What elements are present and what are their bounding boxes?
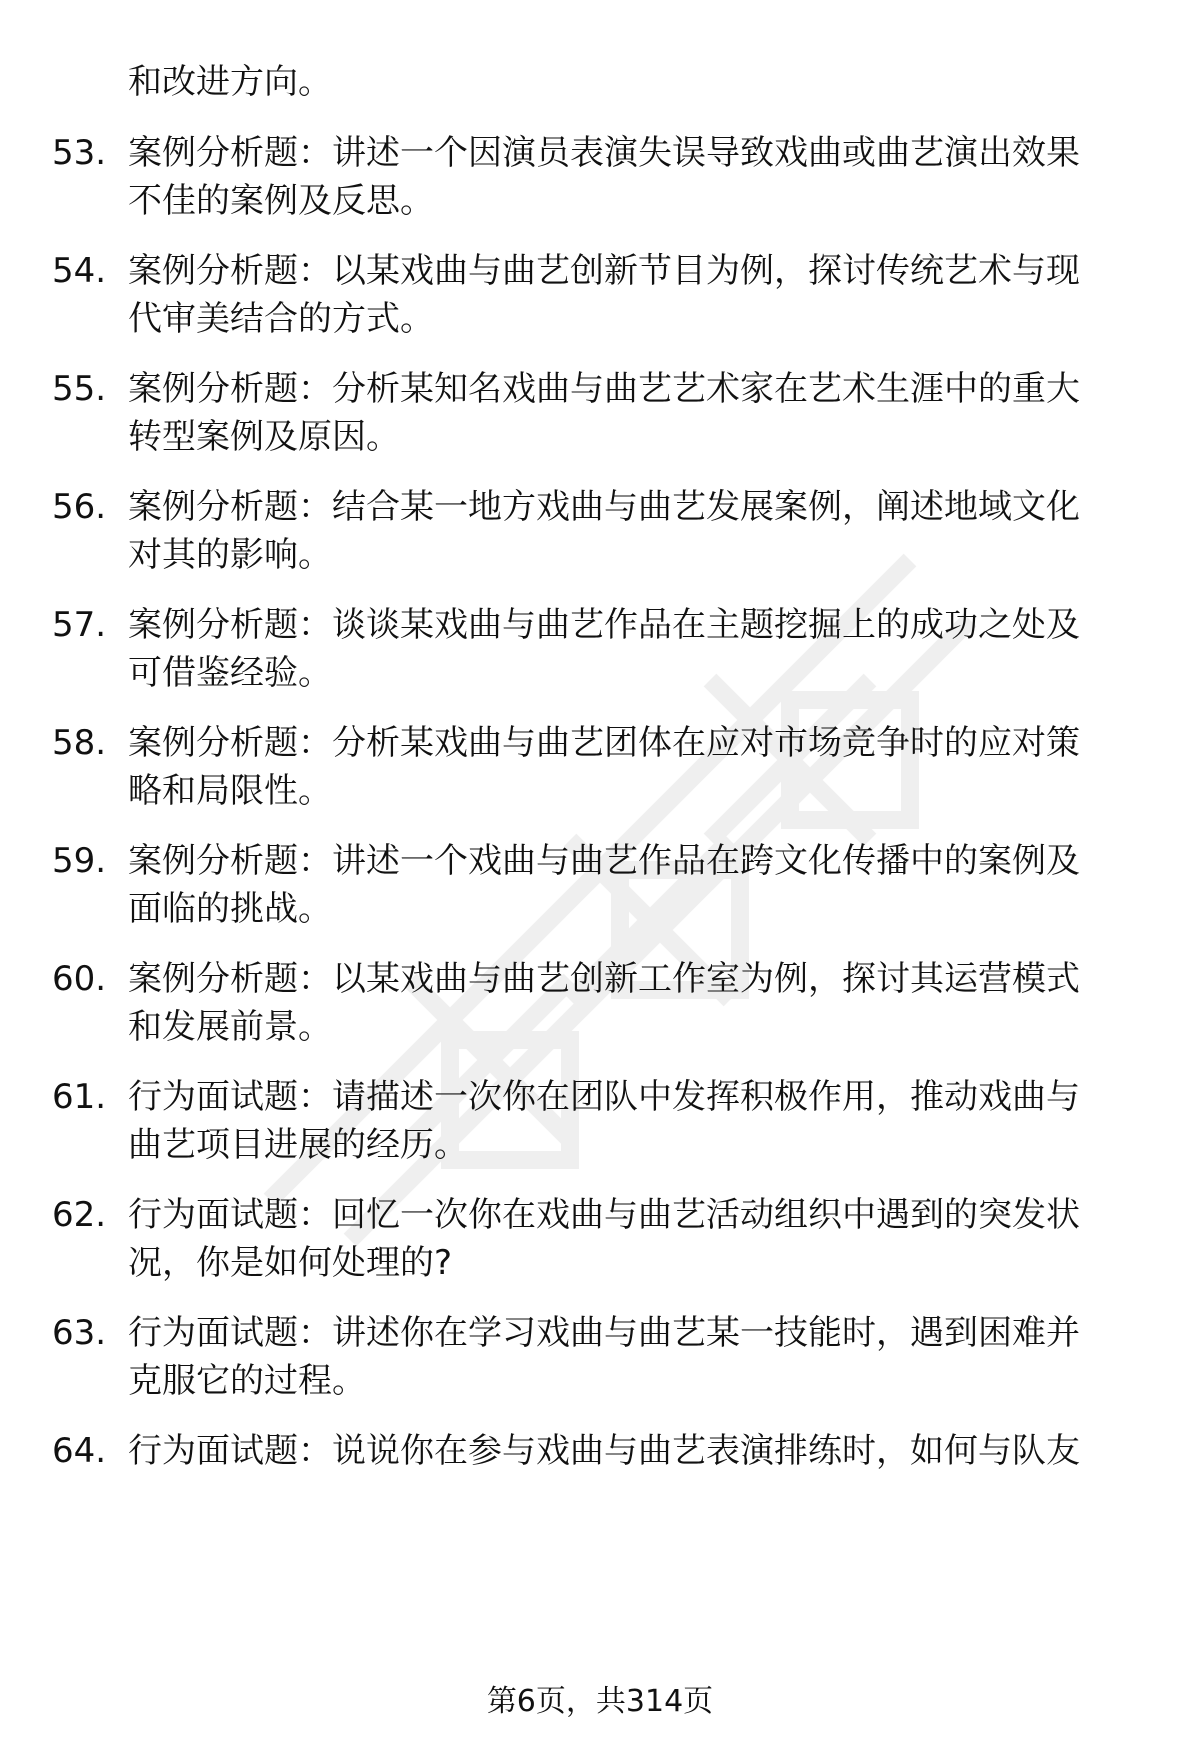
question-number: 61. [52,1077,107,1117]
question-line: 可借鉴经验。 [128,653,332,693]
question-number: 58. [52,723,107,763]
question-line: 行为面试题：回忆一次你在戏曲与曲艺活动组织中遇到的突发状 [128,1195,1080,1235]
question-line: 对其的影响。 [128,535,332,575]
continuation-text: 和改进方向。 [128,62,332,102]
question-line: 行为面试题：请描述一次你在团队中发挥积极作用，推动戏曲与 [128,1077,1080,1117]
question-number: 63. [52,1313,107,1353]
page-footer: 第6页，共314页 [486,1684,714,1719]
question-line: 案例分析题：以某戏曲与曲艺创新工作室为例，探讨其运营模式 [128,959,1080,999]
question-text [128,1191,1138,1287]
question-line: 代审美结合的方式。 [128,299,434,339]
question-text [128,955,1138,1051]
question-line: 行为面试题：说说你在参与戏曲与曲艺表演排练时，如何与队友 [128,1431,1080,1471]
question-line: 案例分析题：讲述一个戏曲与曲艺作品在跨文化传播中的案例及 [128,841,1080,881]
question-line: 案例分析题：以某戏曲与曲艺创新节目为例，探讨传统艺术与现 [128,251,1080,291]
question-text [128,837,1138,933]
question-text [128,365,1138,461]
question-line: 不佳的案例及反思。 [128,181,434,221]
question-line: 案例分析题：讲述一个因演员表演失误导致戏曲或曲艺演出效果 [128,133,1080,173]
question-line: 况，你是如何处理的? [128,1243,453,1283]
question-line: 转型案例及原因。 [128,417,400,457]
question-text [128,247,1138,343]
question-line: 和发展前景。 [128,1007,332,1047]
question-line: 曲艺项目进展的经历。 [128,1125,468,1165]
question-line: 克服它的过程。 [128,1361,366,1401]
question-number: 55. [52,369,107,409]
question-line: 行为面试题：讲述你在学习戏曲与曲艺某一技能时，遇到困难并 [128,1313,1080,1353]
question-line: 略和局限性。 [128,771,332,811]
question-line: 面临的挑战。 [128,889,332,929]
question-text [128,601,1138,697]
question-line: 案例分析题：分析某戏曲与曲艺团体在应对市场竞争时的应对策 [128,723,1080,763]
question-text [128,1073,1138,1169]
question-number: 57. [52,605,107,645]
question-number: 59. [52,841,107,881]
question-line: 案例分析题：谈谈某戏曲与曲艺作品在主题挖掘上的成功之处及 [128,605,1080,645]
question-number: 60. [52,959,107,999]
question-text [128,1309,1138,1405]
question-text [128,129,1138,225]
question-text [128,1427,1138,1475]
question-line: 案例分析题：结合某一地方戏曲与曲艺发展案例，阐述地域文化 [128,487,1080,527]
question-text [128,719,1138,815]
question-line: 案例分析题：分析某知名戏曲与曲艺艺术家在艺术生涯中的重大 [128,369,1080,409]
question-number: 64. [52,1431,107,1471]
question-number: 62. [52,1195,107,1235]
question-number: 53. [52,133,107,173]
question-number: 56. [52,487,107,527]
question-number: 54. [52,251,107,291]
question-text [128,483,1138,579]
